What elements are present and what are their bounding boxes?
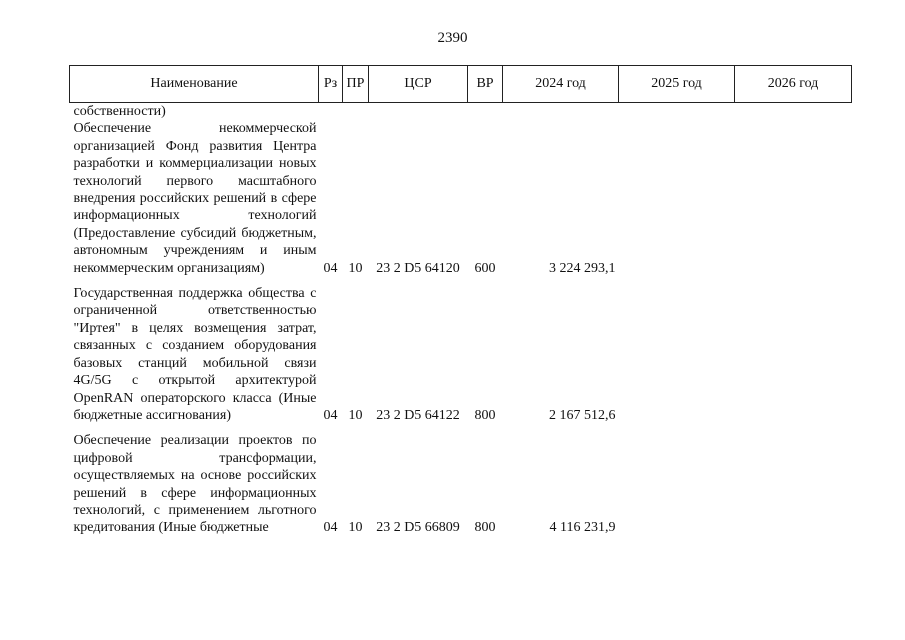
row-2026 bbox=[735, 103, 852, 121]
table-row bbox=[70, 120, 852, 285]
row-csr: 23 2 D5 64120 bbox=[376, 260, 460, 276]
row-2025 bbox=[619, 103, 735, 121]
row-pr: 10 bbox=[348, 260, 363, 276]
row-rz bbox=[319, 103, 343, 121]
row-vr: 800 bbox=[474, 407, 496, 423]
table-row bbox=[70, 103, 852, 121]
row-name: Обеспечение некоммерческой организацией Фонд развития Центра разработки и коммерциализации новых технологий первого масштабного внедрения российских решений в сфере информационных технологий (Предоставление субсидий бюджетным, автономным учреждениям и иным некоммерческим организациям) bbox=[73, 121, 317, 276]
table-row bbox=[70, 432, 852, 536]
table-row bbox=[70, 285, 852, 432]
header-vr: ВР bbox=[468, 66, 503, 103]
header-pr: ПР bbox=[343, 66, 369, 103]
header-2024: 2024 год bbox=[503, 66, 619, 103]
row-csr bbox=[369, 103, 468, 121]
page-number: 2390 bbox=[437, 30, 468, 46]
row-name: Обеспечение реализации проектов по цифровой трансформации, осуществляемых на основе российских решений в сфере информационных технологий, с применением льготного кредитования (Иные бюджетные bbox=[73, 433, 317, 536]
header-csr: ЦСР bbox=[369, 66, 468, 103]
row-csr: 23 2 D5 64122 bbox=[376, 407, 460, 423]
row-rz: 04 bbox=[323, 260, 338, 276]
row-2024: 4 116 231,9 bbox=[549, 520, 616, 536]
row-name: Государственная поддержка общества с ограниченной ответственностью "Иртея" в целях возмещения затрат, связанных с созданием оборудования базовых станций мобильной связи 4G/5G с открытой архитектурой OpenRAN операторского класса (Иные бюджетные ассигнования) bbox=[73, 286, 317, 423]
row-2025 bbox=[619, 432, 735, 536]
header-rz: Рз bbox=[319, 66, 343, 103]
row-2024: 2 167 512,6 bbox=[549, 407, 616, 423]
row-csr: 23 2 D5 66809 bbox=[376, 520, 460, 536]
row-2024: 3 224 293,1 bbox=[549, 260, 616, 276]
budget-table bbox=[69, 65, 852, 537]
row-2025 bbox=[619, 120, 735, 285]
row-2024 bbox=[503, 103, 619, 121]
table-header-row bbox=[70, 66, 852, 103]
row-2025 bbox=[619, 285, 735, 432]
row-name: собственности) bbox=[73, 104, 166, 119]
row-pr bbox=[343, 103, 369, 121]
row-pr: 10 bbox=[348, 407, 363, 423]
row-vr bbox=[468, 103, 503, 121]
row-2026 bbox=[735, 120, 852, 285]
header-2026: 2026 год bbox=[735, 66, 852, 103]
header-2025: 2025 год bbox=[619, 66, 735, 103]
row-vr: 800 bbox=[474, 520, 496, 536]
row-rz: 04 bbox=[323, 520, 338, 536]
header-name: Наименование bbox=[70, 66, 319, 103]
row-2026 bbox=[735, 285, 852, 432]
row-vr: 600 bbox=[474, 260, 496, 276]
row-pr: 10 bbox=[348, 520, 363, 536]
row-rz: 04 bbox=[323, 407, 338, 423]
row-2026 bbox=[735, 432, 852, 536]
